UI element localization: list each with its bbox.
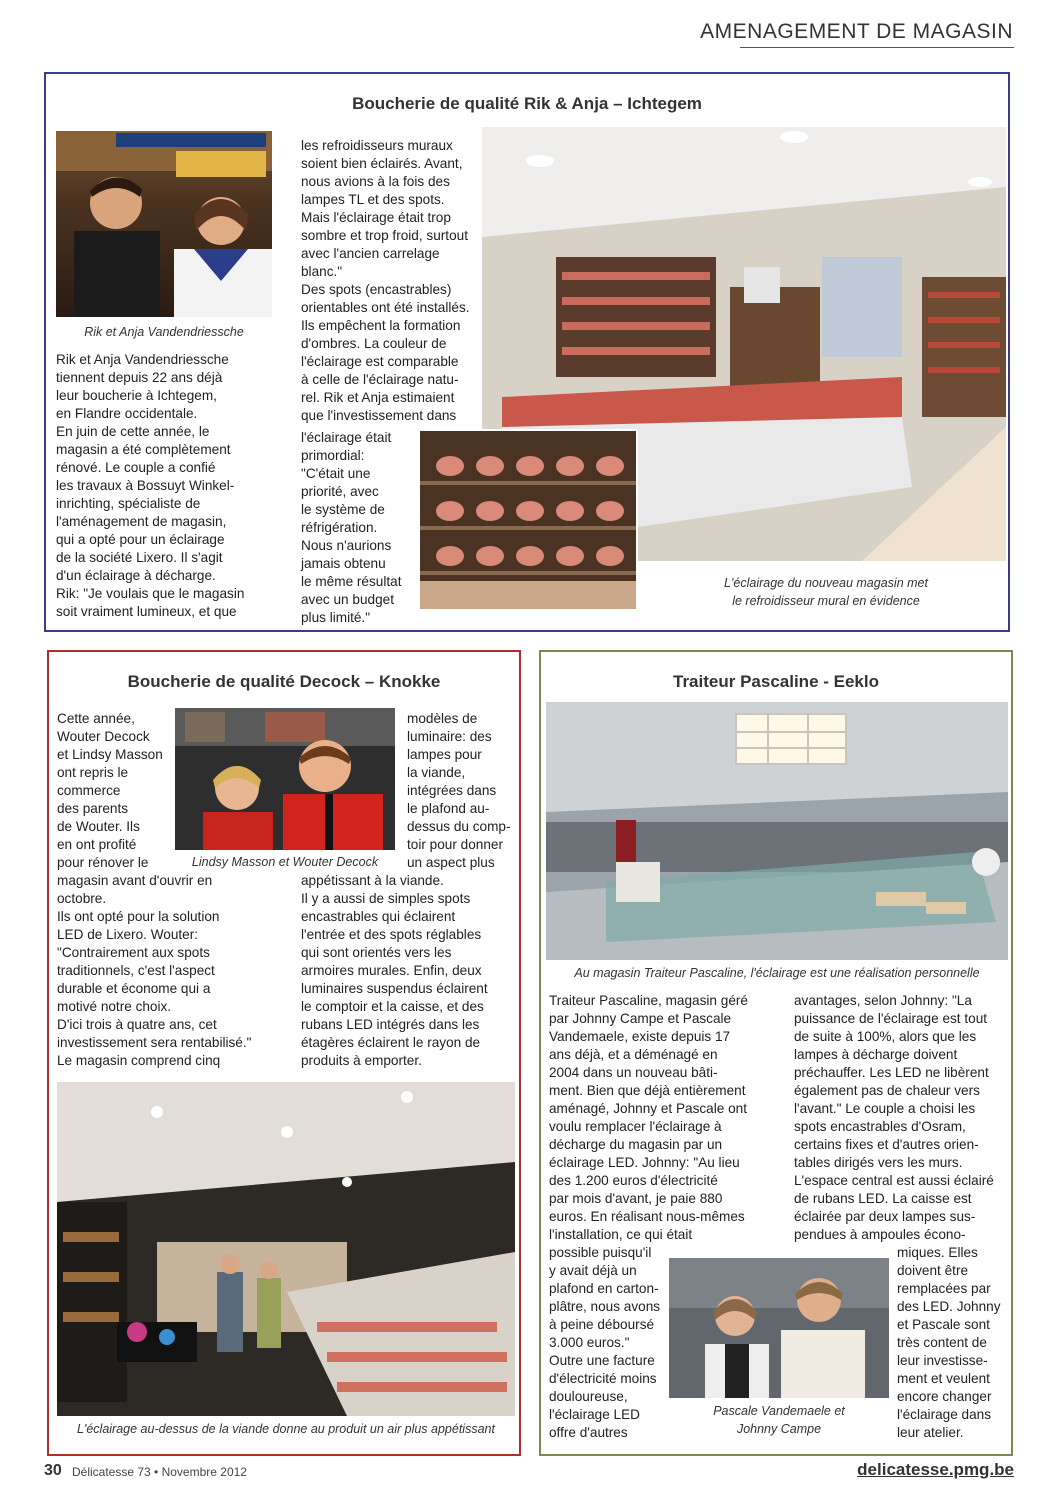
shop-caption: L'éclairage du nouveau magasin met le refroidisseur mural en évidence xyxy=(724,576,928,608)
meat-shelf-photo xyxy=(418,429,638,611)
shop-caption: L'éclairage au-dessus de la viande donne au produit un air plus appétissant xyxy=(77,1422,495,1436)
portrait-caption: Rik et Anja Vandendriessche xyxy=(84,325,244,339)
article1-column-2b: l'éclairage était primordial: "C'était une priorité, avec le système de réfrigération. Nous n'aurions jamais obtenu le même résultat avec un budget plus limité." xyxy=(301,430,402,625)
article2-column-2b: appétissant à la viande. Il y a aussi de simples spots encastrables qui éclairent l'entrée et des spots réglables qui sont orientés vers les armoires murales. Enfin, deux luminaires suspendus éclairent le comptoir et la caisse, et des rubans LED intégrés dans les étagères éclairent le rayon de produits à emporter. xyxy=(301,873,488,1068)
article3-column-2a: avantages, selon Johnny: "La puissance de l'éclairage est tout de suite à 100%, alors que les lampes à décharge doivent préchauffer. Les LED ne libèrent également pas de chaleur vers l'avant." Le couple a choisi les spots encastrables d'Osram, certains fixes et d'autres orien- tables dirigés vers les murs. L'espace central est aussi éclairé de rubans LED. La caisse est éclairée par deux lampes sus- pendues à ampoules écono- xyxy=(794,993,994,1242)
issue-info: Délicatesse 73 • Novembre 2012 xyxy=(72,1465,247,1479)
portrait-photo-pascaline xyxy=(669,1258,889,1398)
article-title: Boucherie de qualité Rik & Anja – Ichtegem xyxy=(352,94,702,113)
page-number: 30 xyxy=(44,1462,62,1479)
article3-column-1b: possible puisqu'il y avait déjà un plafond en carton- plâtre, nous avons à peine déboursé 3.000 euros." Outre une facture d'électricité moins douloureuse, l'éclairage LED offre d'autres xyxy=(549,1245,661,1440)
shop-interior-photo-knokke xyxy=(57,1082,515,1416)
article2-column-1a: Cette année, Wouter Decock et Lindsy Masson ont repris le commerce des parents de Wouter. Ils en ont profité pour rénover le xyxy=(57,711,163,870)
article1-column-1: Rik et Anja Vandendriessche tiennent depuis 22 ans déjà leur boucherie à Ichtegem, en Flandre occidentale. En juin de cette année, le magasin a été complètement rénové. Le couple a confié les travaux à Bossuyt Winkel- inrichting, spécialiste de l'aménagement de magasin, qui a opté pour un éclairage de la société Lixero. Il s'agit d'un éclairage à décharge. Rik: "Je voulais que le magasin soit vraiment lumineux, et que xyxy=(56,352,245,619)
article-rik-anja xyxy=(44,72,1010,632)
shop-interior-photo-eeklo xyxy=(546,702,1008,960)
section-rule xyxy=(740,47,1014,48)
section-label: AMENAGEMENT DE MAGASIN xyxy=(700,20,1013,43)
portrait-caption: Lindsy Masson et Wouter Decock xyxy=(191,855,379,869)
article-pascaline xyxy=(539,650,1013,1456)
shop-caption: Au magasin Traiteur Pascaline, l'éclairage est une réalisation personnelle xyxy=(574,966,980,980)
portrait-caption: Pascale Vandemaele et Johnny Campe xyxy=(713,1404,845,1436)
article3-column-2b: miques. Elles doivent être remplacées par des LED. Johnny et Pascale sont très content de leur investisse- ment et veulent encore changer l'éclairage dans leur atelier. xyxy=(897,1245,1001,1440)
article-title: Traiteur Pascaline - Eeklo xyxy=(673,672,879,691)
article-decock xyxy=(47,650,521,1456)
article1-column-2a: les refroidisseurs muraux soient bien éclairés. Avant, nous avions à la fois des lampes TL et des spots. Mais l'éclairage était trop sombre et trop froid, surtout avec l'ancien carrelage blanc." Des spots (encastrables) orientables ont été installés. Ils empêchent la formation d'ombres. La couleur de l'éclairage est comparable à celle de l'éclairage natu- rel. Rik et Anja estimaient que l'investissement dans xyxy=(301,138,470,423)
website-link[interactable]: delicatesse.pmg.be xyxy=(857,1460,1014,1479)
portrait-photo-rik-anja xyxy=(56,131,272,317)
article-title: Boucherie de qualité Decock – Knokke xyxy=(127,672,441,691)
article2-column-2a: modèles de luminaire: des lampes pour la viande, intégrées dans le plafond au- dessus du comp- toir pour donner un aspect plus xyxy=(407,711,511,870)
article2-column-1b: magasin avant d'ouvrir en octobre. Ils ont opté pour la solution LED de Lixero. Wouter: "Contrairement aux spots traditionnels, c'est l'aspect durable et économe qui a motivé notre choix. D'ici trois à quatre ans, cet investissement sera rentabilisé." Le magasin comprend cinq xyxy=(57,873,252,1068)
article3-column-1a: Traiteur Pascaline, magasin géré par Johnny Campe et Pascale Vandemaele, existe depuis 17 ans déjà, et a déménagé en 2004 dans un nouveau bâti- ment. Bien que déjà entièrement aménagé, Johnny et Pascale ont voulu remplacer l'éclairage à décharge du magasin par un éclairage LED. Johnny: "Au lieu des 1.200 euros d'électricité par mois d'avant, je paie 880 euros. En réalisant nous-mêmes l'installation, ce qui était xyxy=(549,993,748,1242)
portrait-photo-decock xyxy=(175,708,395,850)
